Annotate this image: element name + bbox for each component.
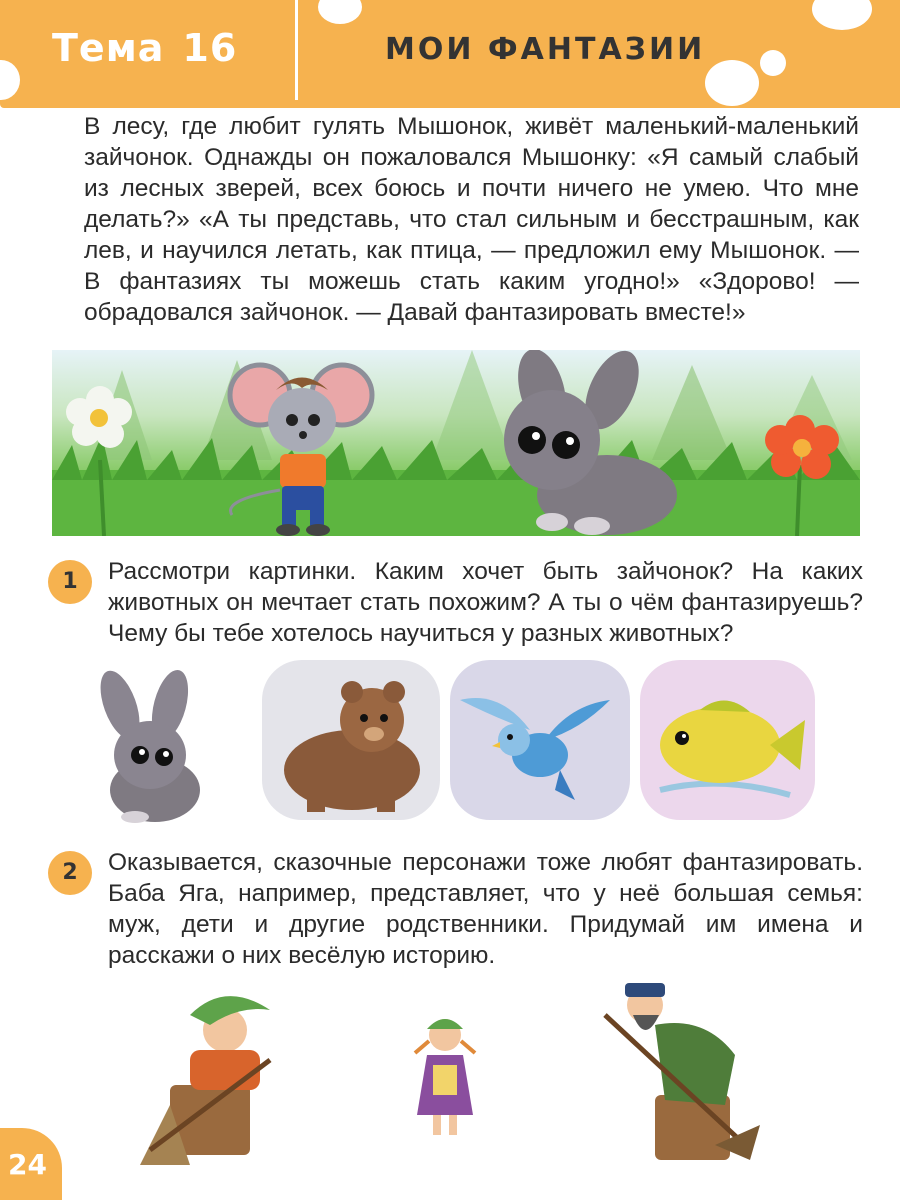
- girl-picture: [405, 1005, 485, 1145]
- topic-word: Тема: [52, 26, 165, 70]
- page-header: [0, 0, 900, 108]
- forest-scene-illustration: [52, 350, 860, 536]
- intro-paragraph: В лесу, где любит гулять Мышонок, живёт маленький-маленький зайчонок. Однажды он пожаловался Мышонку: «Я самый слабый из лесных зверей, всех боюсь и почти ничего не умею. Что мне делать?» «А ты представь, что стал сильным и бесстрашным, как лев, и научился летать, как птица, — предложил ему Мышонок. — В фантазиях ты можешь стать каким угодно!» «Здорово! — обрадовался зайчонок. — Давай фантазировать вместе!»: [84, 113, 859, 326]
- page-title: МОИ ФАНТАЗИИ: [385, 32, 706, 67]
- decor-dot: [760, 50, 786, 76]
- fish-picture: [640, 660, 815, 820]
- header-divider: [295, 0, 298, 100]
- task-1-text: Рассмотри картинки. Каким хочет быть зайчонок? На каких животных он мечтает стать похожим? А ты о чём фантазируешь? Чему бы тебе хотелось научиться у разных животных?: [108, 558, 863, 647]
- task-number-badge: 1: [48, 560, 92, 604]
- page-number-tab: [0, 1128, 62, 1200]
- bird-picture: [450, 660, 630, 820]
- topic-label: [52, 26, 237, 70]
- page-number: 24: [8, 1148, 47, 1181]
- baba-yaga-picture: [130, 975, 290, 1165]
- bunny-picture: [80, 665, 220, 825]
- decor-dot: [812, 0, 872, 30]
- grandpa-picture: [585, 975, 760, 1165]
- bear-picture: [262, 660, 440, 820]
- topic-number: 16: [182, 26, 238, 70]
- decor-dot: [0, 60, 20, 100]
- decor-dot: [705, 60, 759, 106]
- decor-dot: [318, 0, 362, 24]
- task-2-text: Оказывается, сказочные персонажи тоже любят фантазировать. Баба Яга, например, представляет, что у неё большая семья: муж, дети и другие родственники. Придумай им имена и расскажи о них весёлую историю.: [108, 849, 863, 969]
- task-number-badge: 2: [48, 851, 92, 895]
- forest-scene-svg: [52, 350, 860, 536]
